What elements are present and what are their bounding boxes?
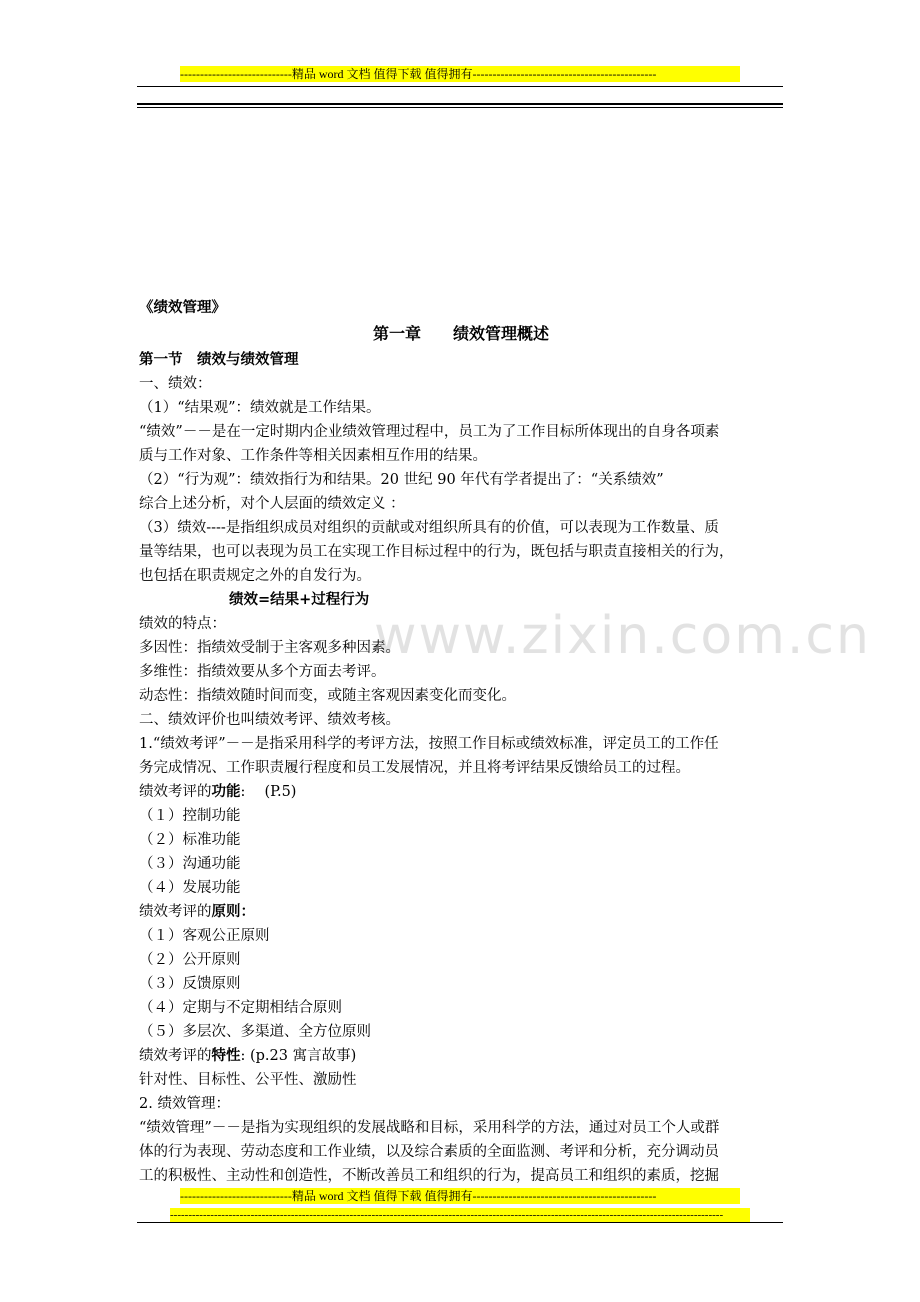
watermark: www.zixin.com.cn: [374, 606, 871, 666]
paragraph-line: （1）“结果观”：绩效就是工作结果。: [139, 400, 381, 416]
list-item: （２）公开原则: [139, 952, 241, 968]
paragraph-line: 1.“绩效考评”－－是指采用科学的考评方法，按照工作目标或绩效标准，评定员工的工作任: [139, 736, 719, 752]
list-item: （１）客观公正原则: [139, 928, 270, 944]
paragraph-line: [139, 1044, 783, 1068]
paragraph-line: 一、绩效：: [139, 376, 212, 392]
paragraph-line: [139, 900, 783, 924]
paragraph-line: 绩效的特点：: [139, 616, 226, 632]
paragraph-line: 也包括在职责规定之外的自发行为。: [139, 568, 371, 584]
line-text: 绩效考评的: [139, 1048, 212, 1064]
paragraph-line: 工的积极性、主动性和创造性，不断改善员工和组织的行为，提高员工和组织的素质，挖掘: [139, 1168, 719, 1184]
footer-dash-banner: -------------------------------------------------------------------------------------------------------------------------------------------------------: [170, 1208, 750, 1222]
header-rule: [137, 86, 783, 87]
paragraph-line: “绩效管理”－－是指为实现组织的发展战略和目标，采用科学的方法，通过对员工个人或群: [139, 1120, 720, 1136]
paragraph-line: 质与工作对象、工作条件等相关因素相互作用的结果。: [139, 448, 487, 464]
bold-term: 特性: [211, 1047, 241, 1064]
list-item: （３）沟通功能: [139, 856, 241, 872]
paragraph-line: （3）绩效----是指组织成员对组织的贡献或对组织所具有的价值，可以表现为工作数量、质: [139, 520, 719, 536]
paragraph-line: 务完成情况、工作职责履行程度和员工发展情况，并且将考评结果反馈给员工的过程。: [139, 760, 690, 776]
paragraph-line: 2. 绩效管理：: [139, 1096, 230, 1112]
header-double-rule-thick: [137, 103, 783, 105]
paragraph-line: 综合上述分析，对个人层面的绩效定义 ：: [139, 496, 405, 512]
line-text: : (p.23 寓言故事): [240, 1048, 357, 1064]
footer-rule: [137, 1222, 783, 1223]
list-item: （２）标准功能: [139, 832, 241, 848]
section-title: 第一节 绩效与绩效管理: [139, 351, 299, 368]
list-item: （１）控制功能: [139, 808, 241, 824]
line-text: 绩效考评的: [139, 784, 212, 800]
paragraph-line: 二、绩效评价也叫绩效考评、绩效考核。: [139, 712, 400, 728]
paragraph-line: 针对性、目标性、公平性、激励性: [139, 1072, 357, 1088]
paragraph-line: 体的行为表现、劳动态度和工作业绩，以及综合素质的全面监测、考评和分析，充分调动员: [139, 1144, 719, 1160]
header-double-rule-thin: [137, 107, 783, 108]
list-item: （４）定期与不定期相结合原则: [139, 1000, 342, 1016]
paragraph-line: [139, 780, 783, 804]
paragraph-line: 多维性：指绩效要从多个方面去考评。: [139, 664, 386, 680]
bold-term: 功能: [211, 783, 241, 800]
paragraph-line: “绩效”－－是在一定时期内企业绩效管理过程中，员工为了工作目标所体现出的自身各项素: [139, 424, 720, 440]
paragraph-line: 量等结果，也可以表现为员工在实现工作目标过程中的行为，既包括与职责直接相关的行为，: [139, 544, 734, 560]
paragraph-line: （2）“行为观”：绩效指行为和结果。20 世纪 90 年代有学者提出了：“关系绩效”: [139, 472, 664, 488]
chapter-title: 第一章 绩效管理概述: [372, 324, 549, 343]
line-text: : (P.5): [240, 784, 297, 800]
list-item: （４）发展功能: [139, 880, 241, 896]
list-item: （３）反馈原则: [139, 976, 241, 992]
header-banner: ----------------------------精品 word 文档 值得下载 值得拥有----------------------------------------------: [180, 66, 740, 82]
book-title: 《绩效管理》: [139, 299, 226, 316]
paragraph-line: 动态性：指绩效随时间而变，或随主客观因素变化而变化。: [139, 688, 516, 704]
document-body: [139, 296, 783, 1188]
line-text: 绩效考评的: [139, 904, 212, 920]
formula-line: 绩效=结果+过程行为: [229, 591, 370, 608]
bold-term: 原则：: [211, 903, 255, 920]
list-item: （５）多层次、多渠道、全方位原则: [139, 1024, 371, 1040]
footer-banner: ----------------------------精品 word 文档 值得下载 值得拥有----------------------------------------------: [180, 1188, 740, 1204]
paragraph-line: 多因性：指绩效受制于主客观多种因素。: [139, 640, 400, 656]
